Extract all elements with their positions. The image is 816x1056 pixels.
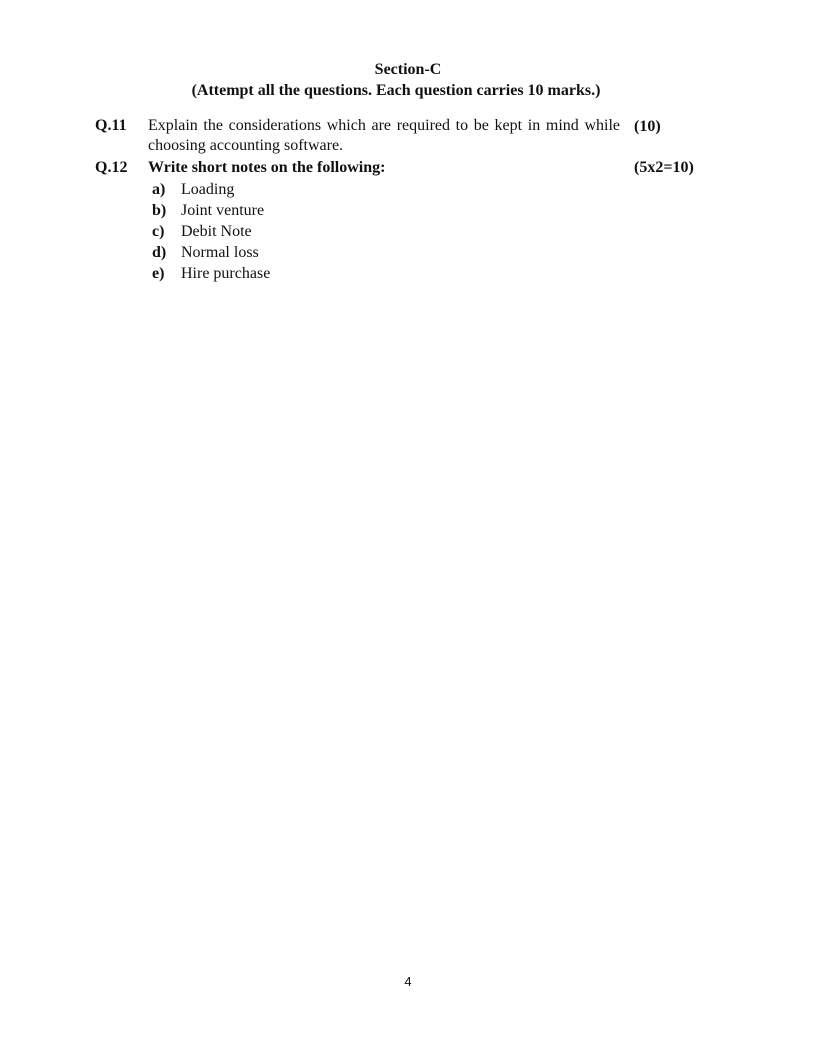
list-item-text: Debit Note [181, 223, 252, 240]
list-item-letter: b) [152, 202, 167, 219]
list-item-text: Joint venture [181, 202, 265, 219]
list-item-text: Loading [181, 181, 235, 198]
question-number: Q.11 [95, 117, 127, 134]
question-marks: (5x2=10) [634, 159, 694, 176]
list-item-text: Normal loss [181, 244, 259, 261]
list-item-text: Hire purchase [181, 265, 271, 282]
list-item-letter: a) [152, 181, 166, 198]
list-item-letter: e) [152, 265, 165, 282]
list-item [152, 264, 270, 285]
list-item [152, 180, 270, 201]
list-item-letter: d) [152, 244, 167, 261]
section-title: Section-C [374, 61, 442, 78]
question-marks: (10) [634, 118, 661, 135]
question-number: Q.12 [95, 159, 128, 176]
question-text: Explain the considerations which are required to be kept in mind while choosing accounting software. [148, 117, 620, 154]
list-item [152, 243, 270, 264]
question-text: Write short notes on the following: [148, 159, 386, 176]
section-instruction: (Attempt all the questions. Each question carries 10 marks.) [191, 82, 601, 99]
list-item-letter: c) [152, 223, 165, 240]
list-item [152, 201, 270, 222]
page-number: 4 [404, 974, 412, 989]
sub-question-list [152, 180, 270, 285]
list-item [152, 222, 270, 243]
